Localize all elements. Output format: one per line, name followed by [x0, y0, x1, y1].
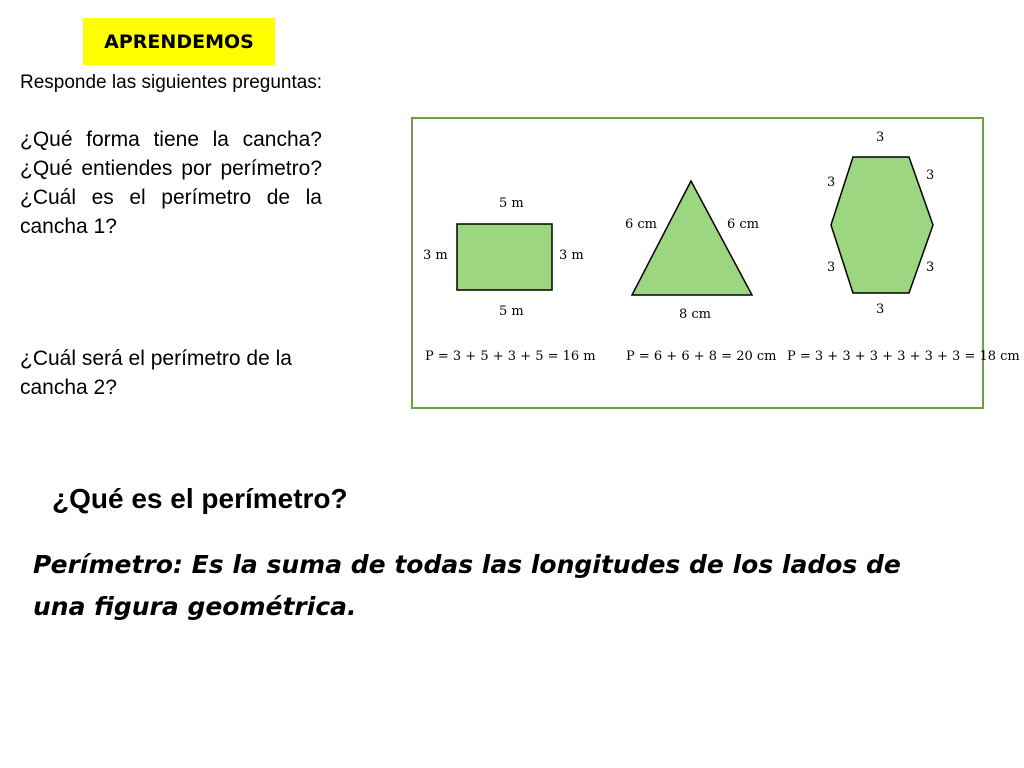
questions-block [20, 125, 322, 241]
triangle-right-label: 6 cm [727, 217, 760, 232]
aprendemos-badge: APRENDEMOS [83, 18, 275, 65]
perimeter-definition: Perímetro: Es la suma de todas las longitudes de los lados de una figura geométrica. [33, 550, 901, 621]
hexagon-formula: P = 3 + 3 + 3 + 3 + 3 + 3 = 18 cm [787, 349, 1020, 364]
question-perimeter-field-2: ¿Cuál será el perímetro de la cancha 2? [20, 347, 292, 399]
rectangle-left-label: 3 m [423, 248, 448, 263]
hexagon-top-right-label: 3 [926, 168, 935, 183]
rectangle-bottom-label: 5 m [499, 304, 524, 319]
hexagon-top-label: 3 [876, 130, 885, 145]
rectangle-formula: P = 3 + 5 + 3 + 5 = 16 m [425, 349, 596, 364]
triangle-shape [632, 181, 752, 295]
hexagon-top-left-label: 3 [827, 175, 836, 190]
hexagon-bottom-right-label: 3 [926, 260, 935, 275]
triangle-left-label: 6 cm [625, 217, 658, 232]
perimeter-question-heading: ¿Qué es el perímetro? [52, 483, 348, 514]
question-shape: ¿Qué forma tiene la cancha? ¿Qué entiendes por perímetro? [20, 128, 322, 180]
triangle-formula: P = 6 + 6 + 8 = 20 cm [626, 349, 777, 364]
hexagon-bottom-label: 3 [876, 302, 885, 317]
figures-illustration [413, 119, 1020, 407]
hexagon-bottom-left-label: 3 [827, 260, 836, 275]
figures-panel [411, 117, 1020, 409]
rectangle-top-label: 5 m [499, 196, 524, 211]
triangle-bottom-label: 8 cm [679, 307, 712, 322]
hexagon-shape [831, 157, 933, 293]
rectangle-shape [457, 224, 552, 290]
rectangle-right-label: 3 m [559, 248, 584, 263]
question-perimeter-field-1: ¿Cuál es el perímetro de la cancha 1? [20, 186, 322, 238]
instructions-text: Responde las siguientes preguntas: [20, 72, 323, 93]
